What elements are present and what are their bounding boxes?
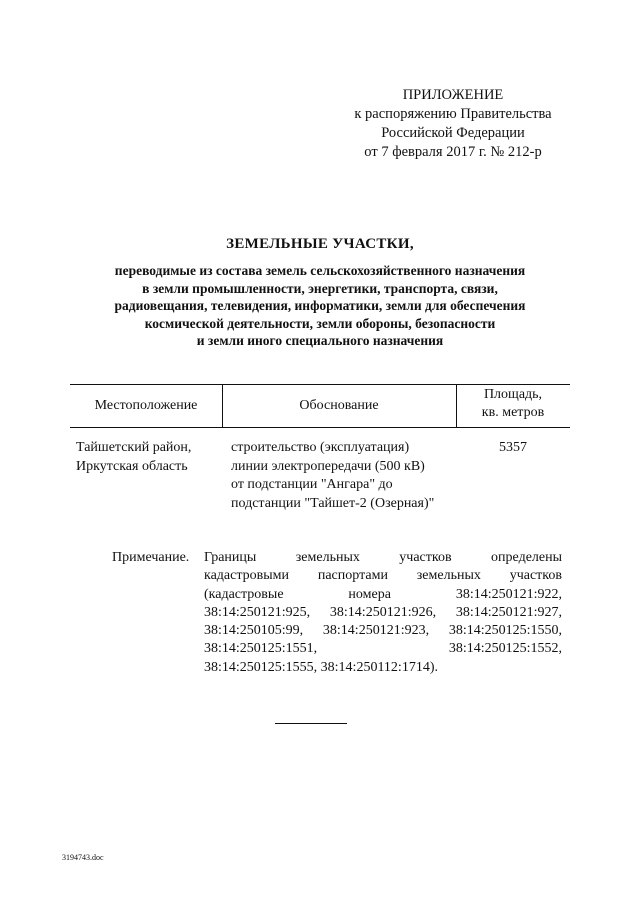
table-header-rule <box>70 427 570 428</box>
header-basis: Обоснование <box>299 398 379 413</box>
header-area-line: кв. метров <box>481 405 545 420</box>
note-line: 38:14:250125:1555, 38:14:250112:1714). <box>204 659 438 675</box>
subtitle-line: космической деятельности, земли обороны, безопасности <box>144 315 496 331</box>
note-line: 38:14:250105:99, 38:14:250121:923, 38:14:250125:1550, <box>204 623 562 639</box>
header-location: Местоположение <box>94 398 198 413</box>
document-title: ЗЕМЕЛЬНЫЕ УЧАСТКИ, <box>226 236 414 252</box>
note-text <box>204 549 562 677</box>
subtitle-line: радиовещания, телевидения, информатики, земли для обеспечения <box>114 298 526 313</box>
basis-line: подстанции "Тайшет-2 (Озерная)" <box>231 495 435 511</box>
note-line: 38:14:250121:925, 38:14:250121:926, 38:14:250121:927, <box>204 604 562 620</box>
basis-line: от подстанции "Ангара" до <box>231 477 393 492</box>
appendix-line-2: Российской Федерации <box>381 125 525 141</box>
table-row-location <box>76 439 191 476</box>
subtitle-line: и земли иного специального назначения <box>196 333 444 348</box>
subtitle-line: переводимые из состава земель сельскохозяйственного назначения <box>114 263 526 278</box>
table-top-rule <box>70 384 570 385</box>
location-line: Тайшетский район, <box>76 440 192 455</box>
appendix-date-number: от 7 февраля 2017 г. № 212-р <box>364 144 542 160</box>
note-line: (кадастровые номера 38:14:250121:922, <box>204 586 562 602</box>
note-line: кадастровыми паспортами земельных участков <box>204 568 562 584</box>
note-label: Примечание. <box>112 550 190 565</box>
basis-line: линии электропередачи (500 кВ) <box>231 458 425 474</box>
document-subtitle <box>60 262 580 350</box>
header-area <box>456 386 570 422</box>
location-line: Иркутская область <box>76 458 188 474</box>
header-area-line: Площадь, <box>483 387 543 402</box>
table-row-area: 5357 <box>499 440 527 455</box>
file-reference: 3194743.doc <box>62 853 104 862</box>
subtitle-line: в земли промышленности, энергетики, транспорта, связи, <box>142 280 498 296</box>
table-row-basis <box>231 439 434 513</box>
appendix-label: ПРИЛОЖЕНИЕ <box>402 87 504 103</box>
note-line: 38:14:250125:1551, 38:14:250125:1552, <box>204 641 562 657</box>
appendix-line-1: к распоряжению Правительства <box>354 106 552 122</box>
closing-rule <box>275 723 347 724</box>
note-line: Границы земельных участков определены <box>204 550 562 565</box>
appendix-header <box>330 86 576 162</box>
basis-line: строительство (эксплуатация) <box>231 440 410 455</box>
